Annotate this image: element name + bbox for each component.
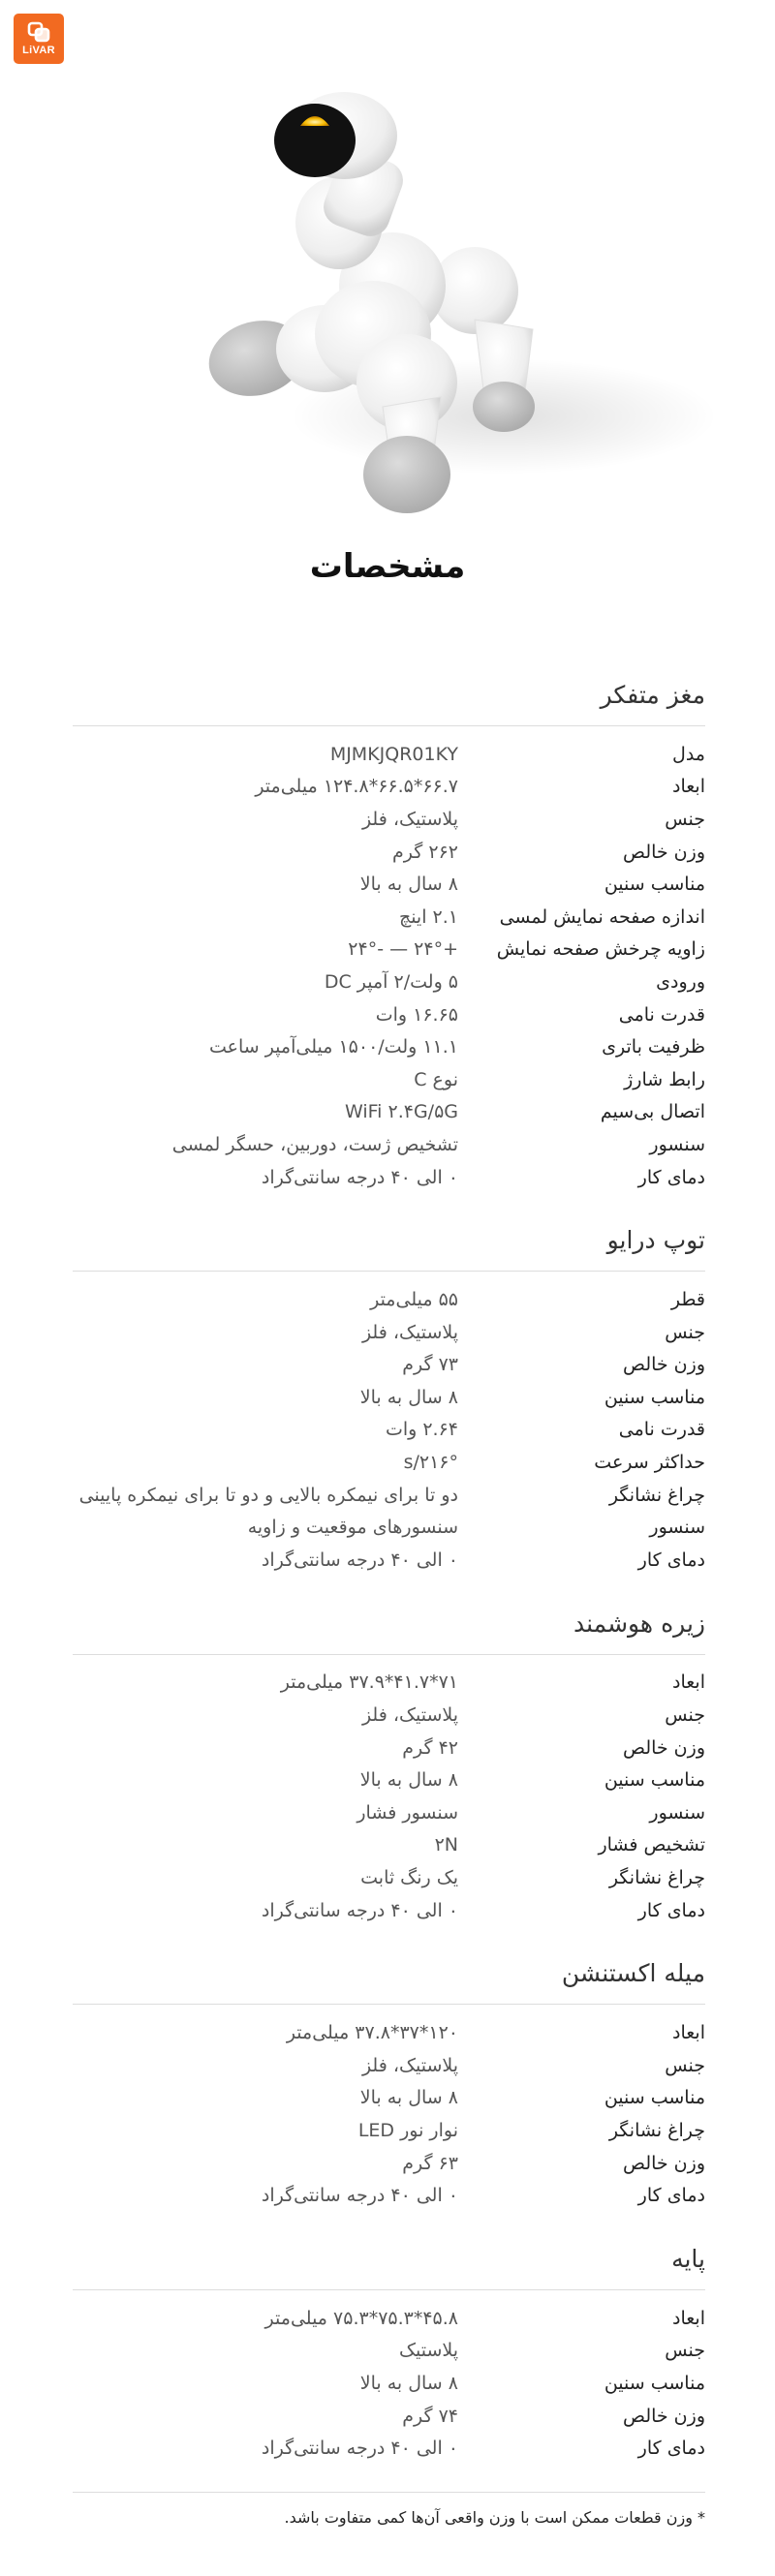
spec-value: ۲۶۲ گرم [392,841,458,863]
section-title: پایه [671,2244,705,2273]
spec-value: ۲.۶۴ وات [385,1419,458,1441]
spec-value: دو تا برای نیمکره بالایی و دو تا برای نیمکره پایینی [78,1484,458,1506]
spec-row [73,1446,705,1479]
spec-label: سنسور [649,1133,705,1155]
spec-value: ۸ سال به بالا [359,2372,458,2394]
spec-row [73,1544,705,1577]
spec-label: چراغ نشانگر [608,2119,705,2141]
spec-label: زاویه چرخش صفحه نمایش [496,938,705,961]
spec-value: ۶۶.۷*۶۶.۵*۱۲۴.۸ میلی‌متر [255,776,458,798]
spec-row [73,2432,705,2465]
spec-value: ۸ سال به بالا [359,1386,458,1408]
spec-label: ابعاد [672,2307,705,2329]
spec-row [73,2302,705,2335]
spec-section-extension-rod [73,1951,705,2212]
logo-squares-icon [27,21,50,43]
spec-value: ۰ الی ۴۰ درجه سانتی‌گراد [261,2185,458,2207]
spec-row [73,2082,705,2115]
spec-label: مدل [672,743,705,765]
spec-section-drive-ball [73,1218,705,1576]
spec-row [73,836,705,869]
spec-label: مناسب سنین [604,1769,705,1792]
spec-value: پلاستیک، فلز [361,1704,458,1727]
spec-row [73,1511,705,1544]
spec-value: ۴۲ گرم [402,1736,458,1759]
spec-row [73,2400,705,2433]
spec-value: سنسورهای موقعیت و زاویه [247,1517,458,1539]
section-title: زیره هوشمند [573,1609,705,1638]
spec-label: ابعاد [672,776,705,798]
spec-row [73,868,705,901]
spec-row [73,2367,705,2400]
spec-label: تشخیص فشار [598,1834,705,1856]
spec-row [73,2016,705,2049]
spec-value: ۲N [434,1834,458,1856]
spec-label: جنس [665,2340,705,2362]
spec-value: ۶۳ گرم [402,2152,458,2174]
section-divider [73,2289,705,2290]
spec-row [73,1030,705,1063]
spec-value: ۱۲۰*۳۷*۳۷.۸ میلی‌متر [286,2022,458,2044]
spec-label: جنس [665,2054,705,2076]
spec-value: پلاستیک، فلز [361,1321,458,1343]
spec-label: اتصال بی‌سیم [600,1101,705,1123]
spec-row [73,1414,705,1447]
spec-value: ۵۵ میلی‌متر [370,1289,458,1311]
spec-row [73,1283,705,1316]
spec-label: ورودی [656,970,705,993]
page-title: مشخصات [309,547,466,586]
spec-row [73,998,705,1031]
spec-label: دمای کار [637,1166,705,1188]
spec-row [73,1829,705,1862]
spec-value: پلاستیک، فلز [361,2054,458,2076]
section-title: میله اکستنشن [561,1959,705,1988]
spec-value: ۸ سال به بالا [359,2087,458,2109]
spec-label: وزن خالص [623,2405,705,2427]
spec-row [73,1096,705,1129]
spec-label: دمای کار [637,2185,705,2207]
spec-label: وزن خالص [623,2152,705,2174]
footer-divider [73,2492,705,2493]
spec-value: ۲.۱ اینچ [398,905,458,928]
spec-label: مناسب سنین [604,2372,705,2394]
spec-value: پلاستیک [398,2340,458,2362]
spec-value: ۷۴ گرم [402,2405,458,2427]
section-title: مغز متفکر [600,681,705,709]
spec-label: چراغ نشانگر [608,1867,705,1889]
specifications [73,673,705,2465]
spec-row [73,1316,705,1349]
section-divider [73,725,705,726]
spec-row [73,771,705,804]
spec-row [73,1699,705,1732]
spec-label: سنسور [649,1517,705,1539]
spec-label: مناسب سنین [604,1386,705,1408]
spec-row [73,1063,705,1096]
spec-label: قدرت نامی [618,1419,705,1441]
spec-section-brain [73,673,705,1193]
spec-row [73,2147,705,2180]
spec-value: ۵ ولت/۲ آمپر DC [324,970,458,993]
spec-row [73,1732,705,1764]
section-divider [73,2004,705,2005]
spec-value: نوع C [414,1068,458,1090]
spec-value: ۲۱۶°/s [403,1452,458,1474]
spec-label: سنسور [649,1801,705,1824]
spec-label: ظرفیت باتری [602,1036,705,1058]
spec-row [73,1128,705,1161]
spec-row [73,1763,705,1796]
spec-value: سنسور فشار [356,1801,458,1824]
product-image [184,87,727,523]
spec-value: ۰ الی ۴۰ درجه سانتی‌گراد [261,1899,458,1921]
spec-value: MJMKJQR01KY [329,743,458,765]
spec-label: قدرت نامی [618,1003,705,1026]
spec-value: نوار نور LED [357,2119,458,2141]
spec-value: ۰ الی ۴۰ درجه سانتی‌گراد [261,2438,458,2460]
spec-value: یک رنگ ثابت [360,1867,458,1889]
spec-value: ۷۱*۴۱.۷*۳۷.۹ میلی‌متر [280,1671,458,1694]
spec-row [73,1894,705,1927]
spec-row [73,966,705,998]
spec-label: دمای کار [637,2438,705,2460]
spec-row [73,901,705,934]
spec-value: ۸ سال به بالا [359,874,458,896]
spec-value: ۱۱.۱ ولت/۱۵۰۰ میلی‌آمپر ساعت [208,1036,458,1058]
spec-row [73,803,705,836]
spec-label: چراغ نشانگر [608,1484,705,1506]
spec-label: جنس [665,1704,705,1727]
spec-row [73,738,705,771]
spec-section-smart-base [73,1602,705,1927]
section-divider [73,1654,705,1655]
spec-row [73,934,705,966]
spec-row [73,1381,705,1414]
spec-label: دمای کار [637,1549,705,1571]
spec-value: تشخیص ژست، دوربین، حسگر لمسی [171,1133,458,1155]
spec-label: وزن خالص [623,1354,705,1376]
logo-text: LiVAR [22,45,55,56]
spec-value: ۰ الی ۴۰ درجه سانتی‌گراد [261,1166,458,1188]
spec-row [73,1796,705,1829]
robot-illustration [184,87,727,523]
spec-label: دمای کار [637,1899,705,1921]
spec-value: ۱۶.۶۵ وات [375,1003,458,1026]
spec-label: وزن خالص [623,1736,705,1759]
spec-row [73,1479,705,1512]
spec-row [73,2114,705,2147]
spec-row [73,2179,705,2212]
spec-row [73,2049,705,2082]
spec-row [73,2335,705,2368]
spec-row [73,1861,705,1894]
spec-value: ۷۳ گرم [402,1354,458,1376]
spec-value: پلاستیک، فلز [361,808,458,830]
section-title: توپ درایو [606,1226,705,1255]
spec-value: WiFi ۲.۴G/۵G [344,1101,458,1123]
section-divider [73,1271,705,1272]
spec-value: +۲۴° — -۲۴° [348,938,458,961]
spec-label: ابعاد [672,2022,705,2044]
spec-label: ابعاد [672,1671,705,1694]
brand-logo[interactable] [14,14,64,64]
spec-row [73,1161,705,1194]
spec-label: مناسب سنین [604,874,705,896]
spec-value: ۴۵.۸*۷۵.۳*۷۵.۳ میلی‌متر [264,2307,458,2329]
spec-label: قطر [670,1289,705,1311]
spec-label: حداکثر سرعت [594,1452,705,1474]
weight-footnote: * وزن قطعات ممکن است با وزن واقعی آن‌ها کمی متفاوت باشد. [284,2508,705,2527]
spec-label: مناسب سنین [604,2087,705,2109]
spec-label: اندازه صفحه نمایش لمسی [499,905,705,928]
spec-label: جنس [665,808,705,830]
spec-value: ۰ الی ۴۰ درجه سانتی‌گراد [261,1549,458,1571]
spec-value: ۸ سال به بالا [359,1769,458,1792]
spec-row [73,1349,705,1382]
spec-label: رابط شارژ [624,1068,705,1090]
spec-section-stand [73,2237,705,2465]
spec-label: جنس [665,1321,705,1343]
spec-row [73,1667,705,1700]
spec-label: وزن خالص [623,841,705,863]
